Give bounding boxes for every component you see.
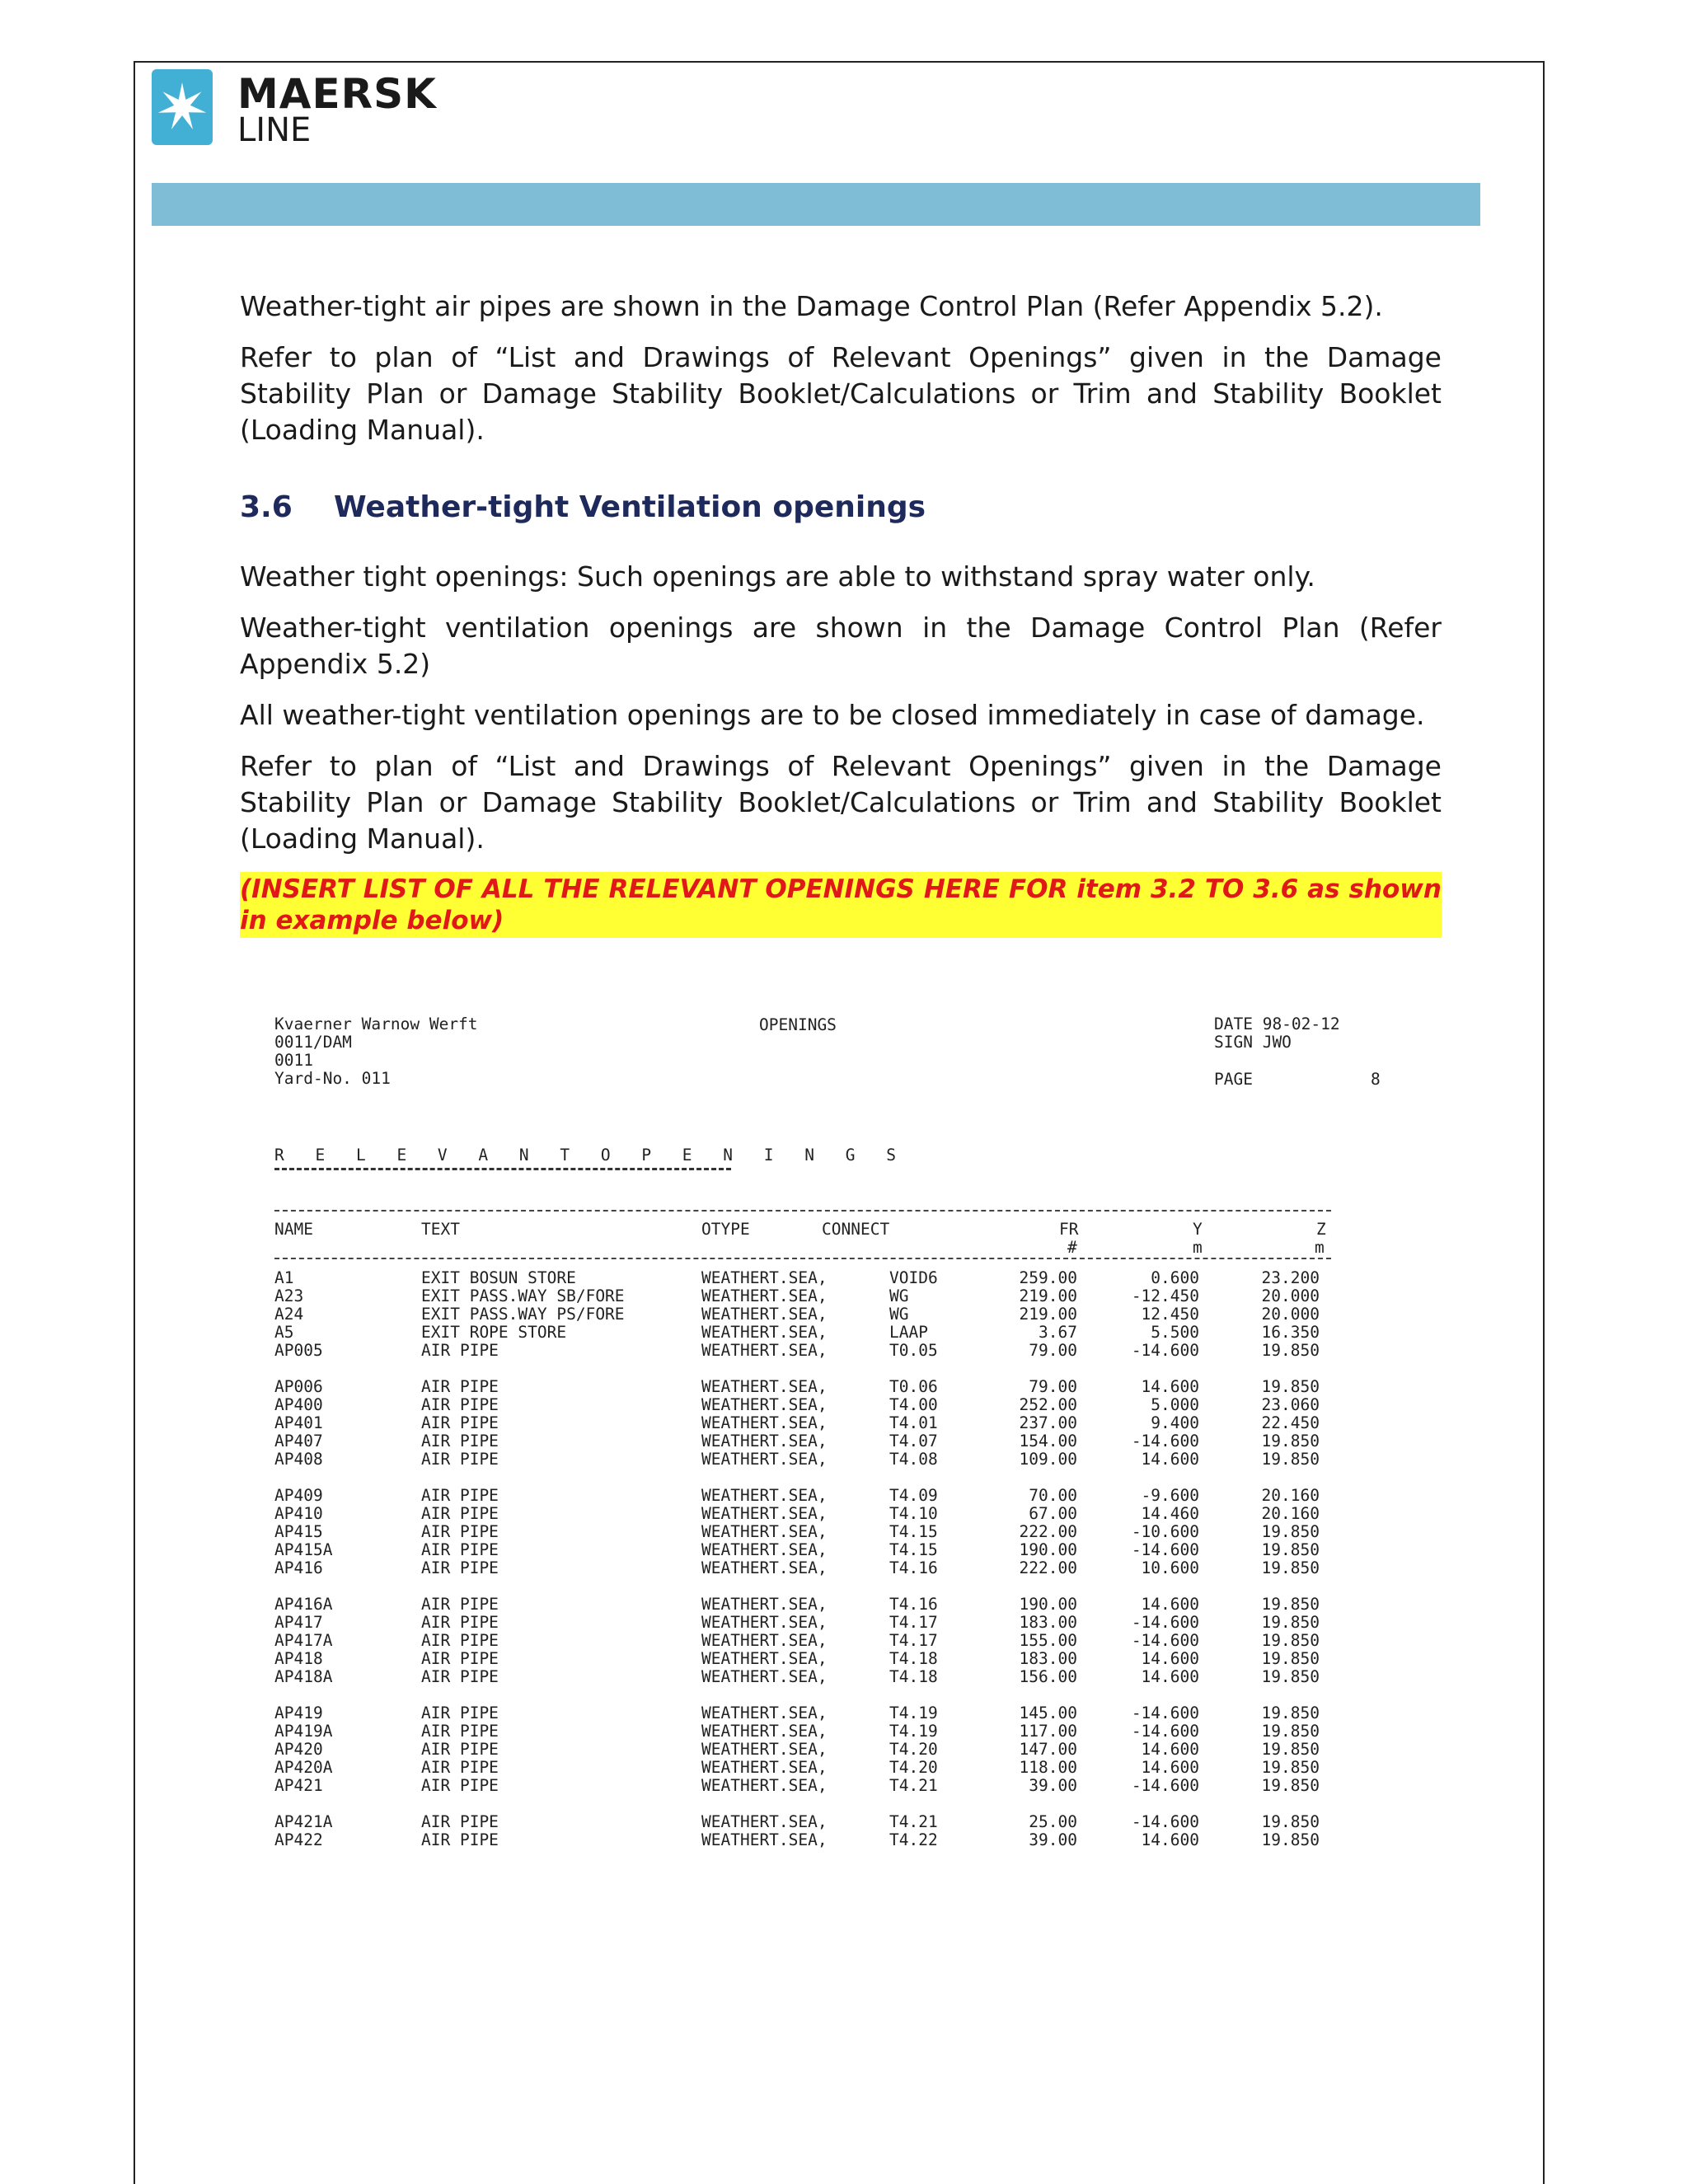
- cell-connect: T4.15: [889, 1522, 938, 1541]
- cell-name: AP421A: [274, 1812, 333, 1831]
- cell-connect: T4.09: [889, 1486, 938, 1505]
- cell-connect: T4.18: [889, 1649, 938, 1668]
- col-z-unit: m: [1315, 1238, 1325, 1257]
- cell-z: 19.850: [1261, 1341, 1320, 1360]
- cell-text: AIR PIPE: [421, 1341, 499, 1360]
- cell-y: -14.600: [1131, 1631, 1199, 1650]
- cell-name: A1: [274, 1268, 294, 1287]
- cell-name: AP400: [274, 1395, 323, 1414]
- cell-text: AIR PIPE: [421, 1722, 499, 1741]
- cell-connect: T4.19: [889, 1704, 938, 1722]
- cell-connect: T4.07: [889, 1432, 938, 1451]
- cell-fr: 25.00: [1029, 1812, 1077, 1831]
- group-spacer: [274, 1686, 1320, 1704]
- cell-text: AIR PIPE: [421, 1413, 499, 1432]
- cell-fr: 79.00: [1029, 1341, 1077, 1360]
- cell-otype: WEATHERT.SEA,: [701, 1413, 828, 1432]
- col-fr-unit: #: [1067, 1238, 1077, 1257]
- cell-connect: T4.00: [889, 1395, 938, 1414]
- cell-name: AP421: [274, 1776, 323, 1795]
- cell-text: AIR PIPE: [421, 1486, 499, 1505]
- cell-connect: WG: [889, 1286, 909, 1305]
- table-row: [274, 1650, 1320, 1668]
- table-rule: [274, 1258, 1331, 1259]
- cell-name: AP418: [274, 1649, 323, 1668]
- cell-otype: WEATHERT.SEA,: [701, 1395, 828, 1414]
- cell-fr: 222.00: [1019, 1558, 1077, 1577]
- cell-text: AIR PIPE: [421, 1704, 499, 1722]
- cell-name: AP401: [274, 1413, 323, 1432]
- paragraph: Weather-tight ventilation openings are shown in the Damage Control Plan (Refer Appendix 5.2): [240, 612, 1442, 680]
- printout-title: OPENINGS: [759, 1015, 837, 1034]
- cell-fr: 39.00: [1029, 1776, 1077, 1795]
- printout-page-number: 8: [1371, 1070, 1381, 1089]
- cell-fr: 3.67: [1039, 1323, 1077, 1342]
- cell-fr: 117.00: [1019, 1722, 1077, 1741]
- table-row: [274, 1487, 1320, 1505]
- cell-otype: WEATHERT.SEA,: [701, 1323, 828, 1342]
- cell-z: 23.060: [1261, 1395, 1320, 1414]
- printout-date-sign: DATE 98-02-12 SIGN JWO: [1214, 1015, 1340, 1052]
- cell-text: AIR PIPE: [421, 1432, 499, 1451]
- printout-header: [274, 1015, 1395, 1098]
- cell-text: AIR PIPE: [421, 1631, 499, 1650]
- col-y: Y: [1193, 1220, 1203, 1239]
- cell-name: AP415A: [274, 1540, 333, 1559]
- cell-y: 14.600: [1141, 1377, 1199, 1396]
- table-rule: [274, 1210, 1331, 1212]
- cell-otype: WEATHERT.SEA,: [701, 1758, 828, 1777]
- table-row: [274, 1632, 1320, 1650]
- cell-y: -12.450: [1131, 1286, 1199, 1305]
- cell-name: AP422: [274, 1830, 323, 1849]
- cell-otype: WEATHERT.SEA,: [701, 1286, 828, 1305]
- cell-text: EXIT PASS.WAY SB/FORE: [421, 1286, 625, 1305]
- cell-y: -9.600: [1141, 1486, 1199, 1505]
- cell-y: -14.600: [1131, 1540, 1199, 1559]
- table-row: [274, 1759, 1320, 1777]
- table-row: [274, 1741, 1320, 1759]
- col-fr: FR: [1059, 1220, 1079, 1239]
- cell-connect: T0.06: [889, 1377, 938, 1396]
- cell-z: 22.450: [1261, 1413, 1320, 1432]
- cell-name: AP419A: [274, 1722, 333, 1741]
- cell-y: -14.600: [1131, 1432, 1199, 1451]
- cell-connect: T4.08: [889, 1450, 938, 1469]
- cell-z: 19.850: [1261, 1558, 1320, 1577]
- cell-otype: WEATHERT.SEA,: [701, 1377, 828, 1396]
- cell-name: A5: [274, 1323, 294, 1342]
- cell-fr: 190.00: [1019, 1595, 1077, 1614]
- cell-text: EXIT BOSUN STORE: [421, 1268, 576, 1287]
- cell-z: 19.850: [1261, 1704, 1320, 1722]
- cell-connect: T4.17: [889, 1613, 938, 1632]
- cell-z: 20.160: [1261, 1486, 1320, 1505]
- cell-y: 14.600: [1141, 1830, 1199, 1849]
- table-row: [274, 1269, 1320, 1287]
- cell-connect: LAAP: [889, 1323, 928, 1342]
- table-row: [274, 1432, 1320, 1451]
- cell-y: 5.500: [1151, 1323, 1199, 1342]
- cell-z: 19.850: [1261, 1540, 1320, 1559]
- cell-name: AP417A: [274, 1631, 333, 1650]
- table-row: [274, 1614, 1320, 1632]
- cell-z: 19.850: [1261, 1776, 1320, 1795]
- cell-connect: T4.20: [889, 1740, 938, 1759]
- cell-fr: 237.00: [1019, 1413, 1077, 1432]
- cell-fr: 156.00: [1019, 1667, 1077, 1686]
- cell-z: 19.850: [1261, 1613, 1320, 1632]
- cell-name: AP409: [274, 1486, 323, 1505]
- document-body: [240, 288, 1442, 938]
- table-row: [274, 1722, 1320, 1741]
- cell-otype: WEATHERT.SEA,: [701, 1486, 828, 1505]
- star-icon: [152, 69, 213, 145]
- cell-name: AP417: [274, 1613, 323, 1632]
- cell-y: 14.460: [1141, 1504, 1199, 1523]
- cell-otype: WEATHERT.SEA,: [701, 1649, 828, 1668]
- cell-otype: WEATHERT.SEA,: [701, 1595, 828, 1614]
- table-row: [274, 1305, 1320, 1324]
- cell-z: 19.850: [1261, 1432, 1320, 1451]
- cell-z: 19.850: [1261, 1522, 1320, 1541]
- cell-connect: T4.21: [889, 1812, 938, 1831]
- cell-fr: 147.00: [1019, 1740, 1077, 1759]
- cell-connect: T4.01: [889, 1413, 938, 1432]
- cell-otype: WEATHERT.SEA,: [701, 1704, 828, 1722]
- cell-otype: WEATHERT.SEA,: [701, 1268, 828, 1287]
- cell-otype: WEATHERT.SEA,: [701, 1305, 828, 1324]
- section-title: Weather-tight Ventilation openings: [334, 490, 926, 524]
- cell-fr: 39.00: [1029, 1830, 1077, 1849]
- cell-text: EXIT PASS.WAY PS/FORE: [421, 1305, 625, 1324]
- openings-table: [274, 1269, 1320, 1849]
- col-text: TEXT: [421, 1220, 460, 1239]
- cell-y: 14.600: [1141, 1740, 1199, 1759]
- cell-text: AIR PIPE: [421, 1667, 499, 1686]
- col-name: NAME: [274, 1220, 313, 1239]
- cell-fr: 109.00: [1019, 1450, 1077, 1469]
- cell-otype: WEATHERT.SEA,: [701, 1740, 828, 1759]
- cell-name: A23: [274, 1286, 304, 1305]
- cell-text: AIR PIPE: [421, 1740, 499, 1759]
- cell-fr: 190.00: [1019, 1540, 1077, 1559]
- table-row: [274, 1523, 1320, 1541]
- cell-fr: 145.00: [1019, 1704, 1077, 1722]
- cell-connect: T0.05: [889, 1341, 938, 1360]
- cell-text: AIR PIPE: [421, 1649, 499, 1668]
- cell-otype: WEATHERT.SEA,: [701, 1613, 828, 1632]
- group-spacer: [274, 1469, 1320, 1487]
- title-underline: [274, 1168, 731, 1170]
- cell-y: -14.600: [1131, 1722, 1199, 1741]
- cell-text: EXIT ROPE STORE: [421, 1323, 567, 1342]
- cell-text: AIR PIPE: [421, 1776, 499, 1795]
- cell-z: 19.850: [1261, 1830, 1320, 1849]
- cell-z: 16.350: [1261, 1323, 1320, 1342]
- cell-name: AP006: [274, 1377, 323, 1396]
- cell-otype: WEATHERT.SEA,: [701, 1667, 828, 1686]
- col-otype: OTYPE: [701, 1220, 750, 1239]
- cell-y: -14.600: [1131, 1341, 1199, 1360]
- cell-fr: 219.00: [1019, 1286, 1077, 1305]
- cell-connect: T4.16: [889, 1595, 938, 1614]
- table-row: [274, 1378, 1320, 1396]
- cell-z: 19.850: [1261, 1722, 1320, 1741]
- cell-y: 0.600: [1151, 1268, 1199, 1287]
- cell-y: -14.600: [1131, 1812, 1199, 1831]
- cell-connect: T4.15: [889, 1540, 938, 1559]
- cell-otype: WEATHERT.SEA,: [701, 1776, 828, 1795]
- cell-fr: 219.00: [1019, 1305, 1077, 1324]
- cell-connect: T4.16: [889, 1558, 938, 1577]
- group-spacer: [274, 1795, 1320, 1813]
- cell-otype: WEATHERT.SEA,: [701, 1830, 828, 1849]
- cell-fr: 259.00: [1019, 1268, 1077, 1287]
- cell-z: 19.850: [1261, 1595, 1320, 1614]
- cell-name: AP416A: [274, 1595, 333, 1614]
- paragraph: All weather-tight ventilation openings are to be closed immediately in case of damage.: [240, 699, 1425, 731]
- cell-name: AP419: [274, 1704, 323, 1722]
- cell-z: 20.000: [1261, 1286, 1320, 1305]
- cell-y: 14.600: [1141, 1450, 1199, 1469]
- cell-fr: 252.00: [1019, 1395, 1077, 1414]
- cell-connect: T4.21: [889, 1776, 938, 1795]
- printout-yard-info: Kvaerner Warnow Werft 0011/DAM 0011 Yard-No. 011: [274, 1015, 478, 1088]
- table-row: [274, 1324, 1320, 1342]
- cell-text: AIR PIPE: [421, 1522, 499, 1541]
- table-row: [274, 1777, 1320, 1795]
- cell-text: AIR PIPE: [421, 1504, 499, 1523]
- cell-y: 10.600: [1141, 1558, 1199, 1577]
- cell-z: 19.850: [1261, 1758, 1320, 1777]
- cell-z: 19.850: [1261, 1667, 1320, 1686]
- cell-z: 19.850: [1261, 1649, 1320, 1668]
- cell-z: 19.850: [1261, 1812, 1320, 1831]
- cell-text: AIR PIPE: [421, 1540, 499, 1559]
- cell-fr: 222.00: [1019, 1522, 1077, 1541]
- cell-name: AP416: [274, 1558, 323, 1577]
- cell-name: AP420A: [274, 1758, 333, 1777]
- cell-name: AP420: [274, 1740, 323, 1759]
- cell-fr: 70.00: [1029, 1486, 1077, 1505]
- section-heading: [240, 490, 1442, 526]
- cell-name: AP005: [274, 1341, 323, 1360]
- cell-text: AIR PIPE: [421, 1377, 499, 1396]
- table-row: [274, 1813, 1320, 1831]
- cell-text: AIR PIPE: [421, 1758, 499, 1777]
- cell-y: -10.600: [1131, 1522, 1199, 1541]
- cell-connect: T4.17: [889, 1631, 938, 1650]
- table-header: [274, 1220, 1395, 1258]
- cell-fr: 155.00: [1019, 1631, 1077, 1650]
- cell-text: AIR PIPE: [421, 1595, 499, 1614]
- cell-connect: VOID6: [889, 1268, 938, 1287]
- cell-z: 23.200: [1261, 1268, 1320, 1287]
- section-number: 3.6: [240, 490, 293, 524]
- table-row: [274, 1287, 1320, 1305]
- cell-fr: 118.00: [1019, 1758, 1077, 1777]
- col-connect: CONNECT: [822, 1220, 890, 1239]
- cell-fr: 183.00: [1019, 1613, 1077, 1632]
- table-row: [274, 1668, 1320, 1686]
- cell-y: 9.400: [1151, 1413, 1199, 1432]
- cell-otype: WEATHERT.SEA,: [701, 1812, 828, 1831]
- cell-otype: WEATHERT.SEA,: [701, 1341, 828, 1360]
- cell-text: AIR PIPE: [421, 1450, 499, 1469]
- cell-y: -14.600: [1131, 1613, 1199, 1632]
- cell-text: AIR PIPE: [421, 1558, 499, 1577]
- cell-y: 14.600: [1141, 1595, 1199, 1614]
- table-row: [274, 1414, 1320, 1432]
- cell-z: 19.850: [1261, 1631, 1320, 1650]
- cell-fr: 183.00: [1019, 1649, 1077, 1668]
- cell-y: 5.000: [1151, 1395, 1199, 1414]
- cell-z: 20.160: [1261, 1504, 1320, 1523]
- cell-y: -14.600: [1131, 1704, 1199, 1722]
- header-band: [152, 183, 1480, 226]
- cell-name: AP415: [274, 1522, 323, 1541]
- cell-connect: T4.10: [889, 1504, 938, 1523]
- cell-y: -14.600: [1131, 1776, 1199, 1795]
- table-row: [274, 1396, 1320, 1414]
- cell-name: AP410: [274, 1504, 323, 1523]
- cell-text: AIR PIPE: [421, 1395, 499, 1414]
- table-row: [274, 1704, 1320, 1722]
- cell-connect: T4.22: [889, 1830, 938, 1849]
- cell-otype: WEATHERT.SEA,: [701, 1504, 828, 1523]
- cell-connect: T4.20: [889, 1758, 938, 1777]
- cell-connect: T4.18: [889, 1667, 938, 1686]
- paragraph: Refer to plan of “List and Drawings of Relevant Openings” given in the Damage Stability Plan or Damage Stability Booklet/Calculations or Trim and Stability Booklet (Loading Manual).: [240, 341, 1442, 446]
- cell-fr: 67.00: [1029, 1504, 1077, 1523]
- cell-otype: WEATHERT.SEA,: [701, 1558, 828, 1577]
- cell-text: AIR PIPE: [421, 1830, 499, 1849]
- table-row: [274, 1541, 1320, 1559]
- group-spacer: [274, 1360, 1320, 1378]
- openings-printout: [274, 1015, 1395, 1849]
- cell-z: 20.000: [1261, 1305, 1320, 1324]
- cell-name: AP407: [274, 1432, 323, 1451]
- cell-y: 14.600: [1141, 1758, 1199, 1777]
- table-row: [274, 1451, 1320, 1469]
- cell-otype: WEATHERT.SEA,: [701, 1722, 828, 1741]
- cell-otype: WEATHERT.SEA,: [701, 1631, 828, 1650]
- cell-otype: WEATHERT.SEA,: [701, 1540, 828, 1559]
- table-row: [274, 1559, 1320, 1577]
- insert-note: (INSERT LIST OF ALL THE RELEVANT OPENINGS HERE FOR item 3.2 TO 3.6 as shown in example below): [240, 872, 1442, 938]
- table-row: [274, 1342, 1320, 1360]
- cell-fr: 154.00: [1019, 1432, 1077, 1451]
- cell-z: 19.850: [1261, 1377, 1320, 1396]
- table-row: [274, 1831, 1320, 1849]
- printout-page-label: PAGE: [1214, 1070, 1253, 1089]
- paragraph: Weather tight openings: Such openings are able to withstand spray water only.: [240, 560, 1315, 593]
- cell-text: AIR PIPE: [421, 1613, 499, 1632]
- table-row: [274, 1505, 1320, 1523]
- cell-y: 12.450: [1141, 1305, 1199, 1324]
- cell-name: AP418A: [274, 1667, 333, 1686]
- col-y-unit: m: [1193, 1238, 1203, 1257]
- cell-otype: WEATHERT.SEA,: [701, 1522, 828, 1541]
- cell-z: 19.850: [1261, 1740, 1320, 1759]
- paragraph: Refer to plan of “List and Drawings of Relevant Openings” given in the Damage Stability Plan or Damage Stability Booklet/Calculations or Trim and Stability Booklet (Loading Manual).: [240, 750, 1442, 855]
- col-z: Z: [1316, 1220, 1326, 1239]
- cell-text: AIR PIPE: [421, 1812, 499, 1831]
- cell-y: 14.600: [1141, 1667, 1199, 1686]
- cell-connect: T4.19: [889, 1722, 938, 1741]
- cell-otype: WEATHERT.SEA,: [701, 1432, 828, 1451]
- relevant-openings-title: R E L E V A N T O P E N I N G S: [274, 1146, 907, 1165]
- table-row: [274, 1596, 1320, 1614]
- cell-y: 14.600: [1141, 1649, 1199, 1668]
- cell-z: 19.850: [1261, 1450, 1320, 1469]
- group-spacer: [274, 1577, 1320, 1596]
- cell-otype: WEATHERT.SEA,: [701, 1450, 828, 1469]
- paragraph: Weather-tight air pipes are shown in the Damage Control Plan (Refer Appendix 5.2).: [240, 290, 1383, 322]
- cell-name: AP408: [274, 1450, 323, 1469]
- cell-fr: 79.00: [1029, 1377, 1077, 1396]
- logo-subtitle: LINE: [237, 111, 312, 149]
- logo-wordmark: MAERSK: [237, 70, 437, 118]
- cell-connect: WG: [889, 1305, 909, 1324]
- cell-name: A24: [274, 1305, 304, 1324]
